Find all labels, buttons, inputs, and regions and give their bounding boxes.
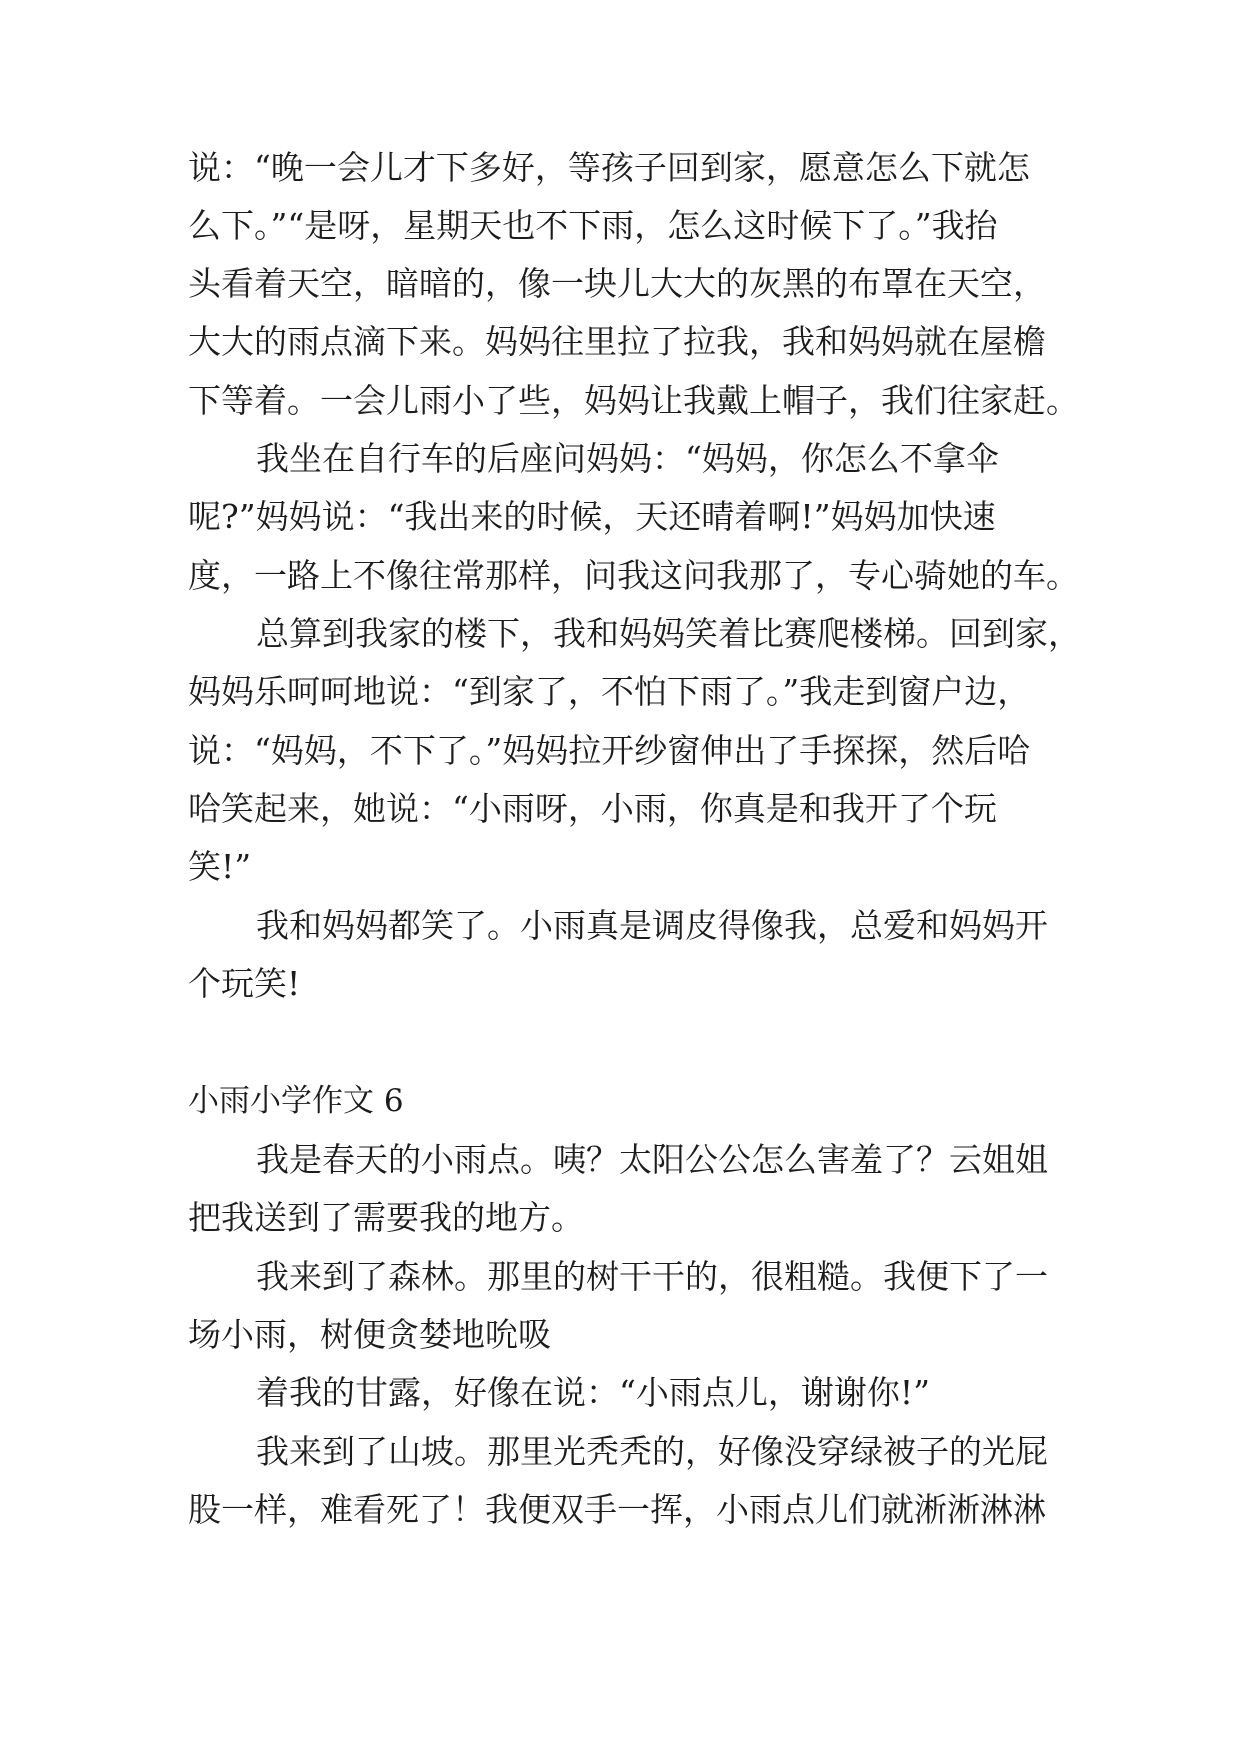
text-line: 头看着天空，暗暗的，像一块儿大大的灰黑的布罩在天空，: [188, 264, 1046, 303]
text-line: 我是春天的小雨点。咦？太阳公公怎么害羞了？云姐姐: [256, 1140, 1048, 1179]
text-line: 度，一路上不像往常那样，问我这问我那了，专心骑她的车。: [188, 556, 1079, 595]
text-line: 我来到了森林。那里的树干干的，很粗糙。我便下了一: [256, 1257, 1048, 1296]
text-line: 我坐在自行车的后座问妈妈：“妈妈，你怎么不拿伞: [256, 439, 999, 478]
section-title: 小雨小学作文 6: [188, 1083, 404, 1119]
text-line: 下等着。一会儿雨小了些，妈妈让我戴上帽子，我们往家赶。: [188, 381, 1079, 420]
text-line: 么下。”“是呀，星期天也不下雨，怎么这时候下了。”我抬: [188, 206, 998, 245]
text-line: 总算到我家的楼下，我和妈妈笑着比赛爬楼梯。回到家，: [256, 614, 1081, 653]
text-line: 着我的甘露，好像在说：“小雨点儿，谢谢你!”: [256, 1373, 931, 1412]
text-line: 我和妈妈都笑了。小雨真是调皮得像我，总爱和妈妈开: [256, 906, 1048, 945]
text-line: 哈笑起来，她说：“小雨呀，小雨，你真是和我开了个玩: [188, 789, 997, 828]
text-line: 笑!”: [188, 847, 252, 886]
text-line: 我来到了山坡。那里光秃秃的，好像没穿绿被子的光屁: [256, 1432, 1048, 1471]
text-line: 说：“晚一会儿才下多好，等孩子回到家，愿意怎么下就怎: [188, 148, 1030, 187]
text-line: 妈妈乐呵呵地说：“到家了，不怕下雨了。”我走到窗户边，: [188, 672, 1031, 711]
text-line: 场小雨，树便贪婪地吮吸: [188, 1315, 551, 1354]
text-line: 大大的雨点滴下来。妈妈往里拉了拉我，我和妈妈就在屋檐: [188, 322, 1046, 361]
text-line: 呢?”妈妈说：“我出来的时候，天还晴着啊!”妈妈加快速: [188, 497, 996, 536]
text-line: 股一样，难看死了！我便双手一挥，小雨点儿们就淅淅淋淋: [188, 1490, 1046, 1529]
text-line: 个玩笑!: [188, 964, 301, 1003]
text-line: 把我送到了需要我的地方。: [188, 1198, 584, 1237]
text-line: 说：“妈妈，不下了。”妈妈拉开纱窗伸出了手探探，然后哈: [188, 731, 1031, 770]
